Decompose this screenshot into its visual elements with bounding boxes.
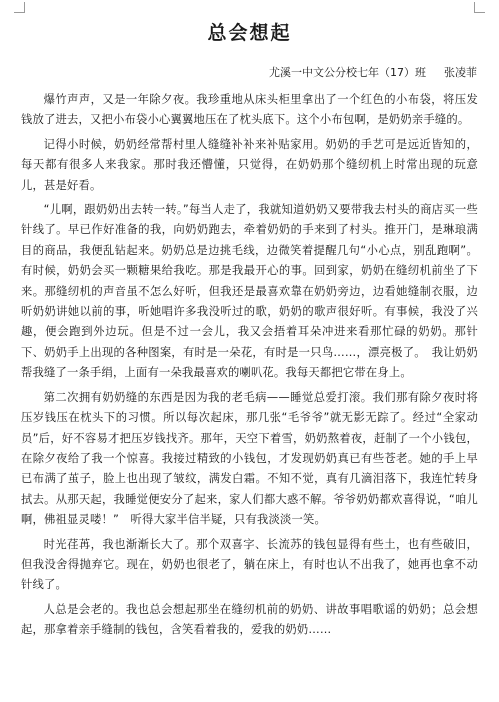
paragraph: 记得小时候，奶奶经常帮村里人缝缝补补来补贴家用。奶奶的手艺可是远近皆知的，每天都有很多人来我家。那时我还懵懂，只觉得，在奶奶那个缝纫机上时常出现的玩意儿，甚是好看。	[21, 137, 478, 192]
byline-author: 张凌菲	[444, 66, 477, 79]
byline	[269, 66, 477, 80]
paragraph: 第二次拥有奶奶缝的东西是因为我的老毛病——睡觉总爱打滚。我们那有除夕夜时将压岁钱压在枕头下的习惯。所以每次起床，那几张“毛爷爷”就无影无踪了。经过“全家动员”后，好不容易才把压岁钱找齐。那年，天空下着雪，奶奶熬着夜，赶制了一个小钱包，在除夕夜给了我一个惊喜。我接过精致的小钱包，才发现奶奶真已有些苍老。她的手上早已布满了茧子，脸上也出现了皱纹，满发白霜。不知不觉，真有几滴泪落下，我连忙转身拭去。从那天起，我睡觉便安分了起来，家人们都大惑不解。爷爷奶奶都欢喜得说，“咱儿啊，佛祖显灵喽！” 听得大家半信半疑，只有我淡淡一笑。	[21, 390, 478, 527]
essay-title: 总会想起	[207, 22, 292, 44]
essay-body	[21, 90, 478, 645]
margin-corner-mark-right	[474, 2, 485, 13]
byline-school: 尤溪一中文公分校七年（17）班	[269, 66, 426, 79]
paragraph: “儿啊，跟奶奶出去转一转。”每当人走了，我就知道奶奶又要带我去村头的商店买一些针线了。早已作好准备的我，向奶奶跑去，牵着奶奶的手来到了村头。推开门，是琳琅满目的商品，我便乱钻起来。奶奶总是边挑毛线，边微笑着提醒几句“小心点，别乱跑啊”。有时候，奶奶会买一颗糖果给我吃。那是我最开心的事。回到家，奶奶在缝纫机前坐了下来。那缝纫机的声音虽不怎么好听，但我还是最喜欢靠在奶奶旁边，边看她缝制衣服，边听奶奶讲她以前的事，听她唱许多我没听过的歌，奶奶的歌声很好听。有事候，我没了兴趣，便会跑到外边玩。但是不过一会儿，我又会捂着耳朵冲进来看那忙碌的奶奶。那针下、奶奶手上出现的各种图案，有时是一朵花，有时是一只鸟……，漂亮极了。 我让奶奶帮我缝了一条手绢，上面有一朵我最喜欢的喇叭花。我每天都把它带在身上。	[21, 203, 478, 380]
margin-corner-mark-left	[14, 2, 25, 13]
paragraph: 时光荏苒，我也渐渐长大了。那个双喜字、长流苏的钱包显得有些土，也有些破旧，但我没舍得抛弃它。现在，奶奶也很老了，躺在床上，有时也认不出我了，她再也拿不动针线了。	[21, 537, 478, 592]
paragraph: 爆竹声声，又是一年除夕夜。我珍重地从床头柜里拿出了一个红色的小布袋，将压发钱放了进去，又把小布袋小心翼翼地压在了枕头底下。这个小布包啊，是奶奶亲手缝的。	[21, 93, 478, 127]
paragraph: 人总是会老的。我也总会想起那坐在缝纫机前的奶奶、讲故事唱歌谣的奶奶；总会想起，那拿着亲手缝制的钱包，含笑看着我的，爱我的奶奶……	[21, 602, 478, 637]
